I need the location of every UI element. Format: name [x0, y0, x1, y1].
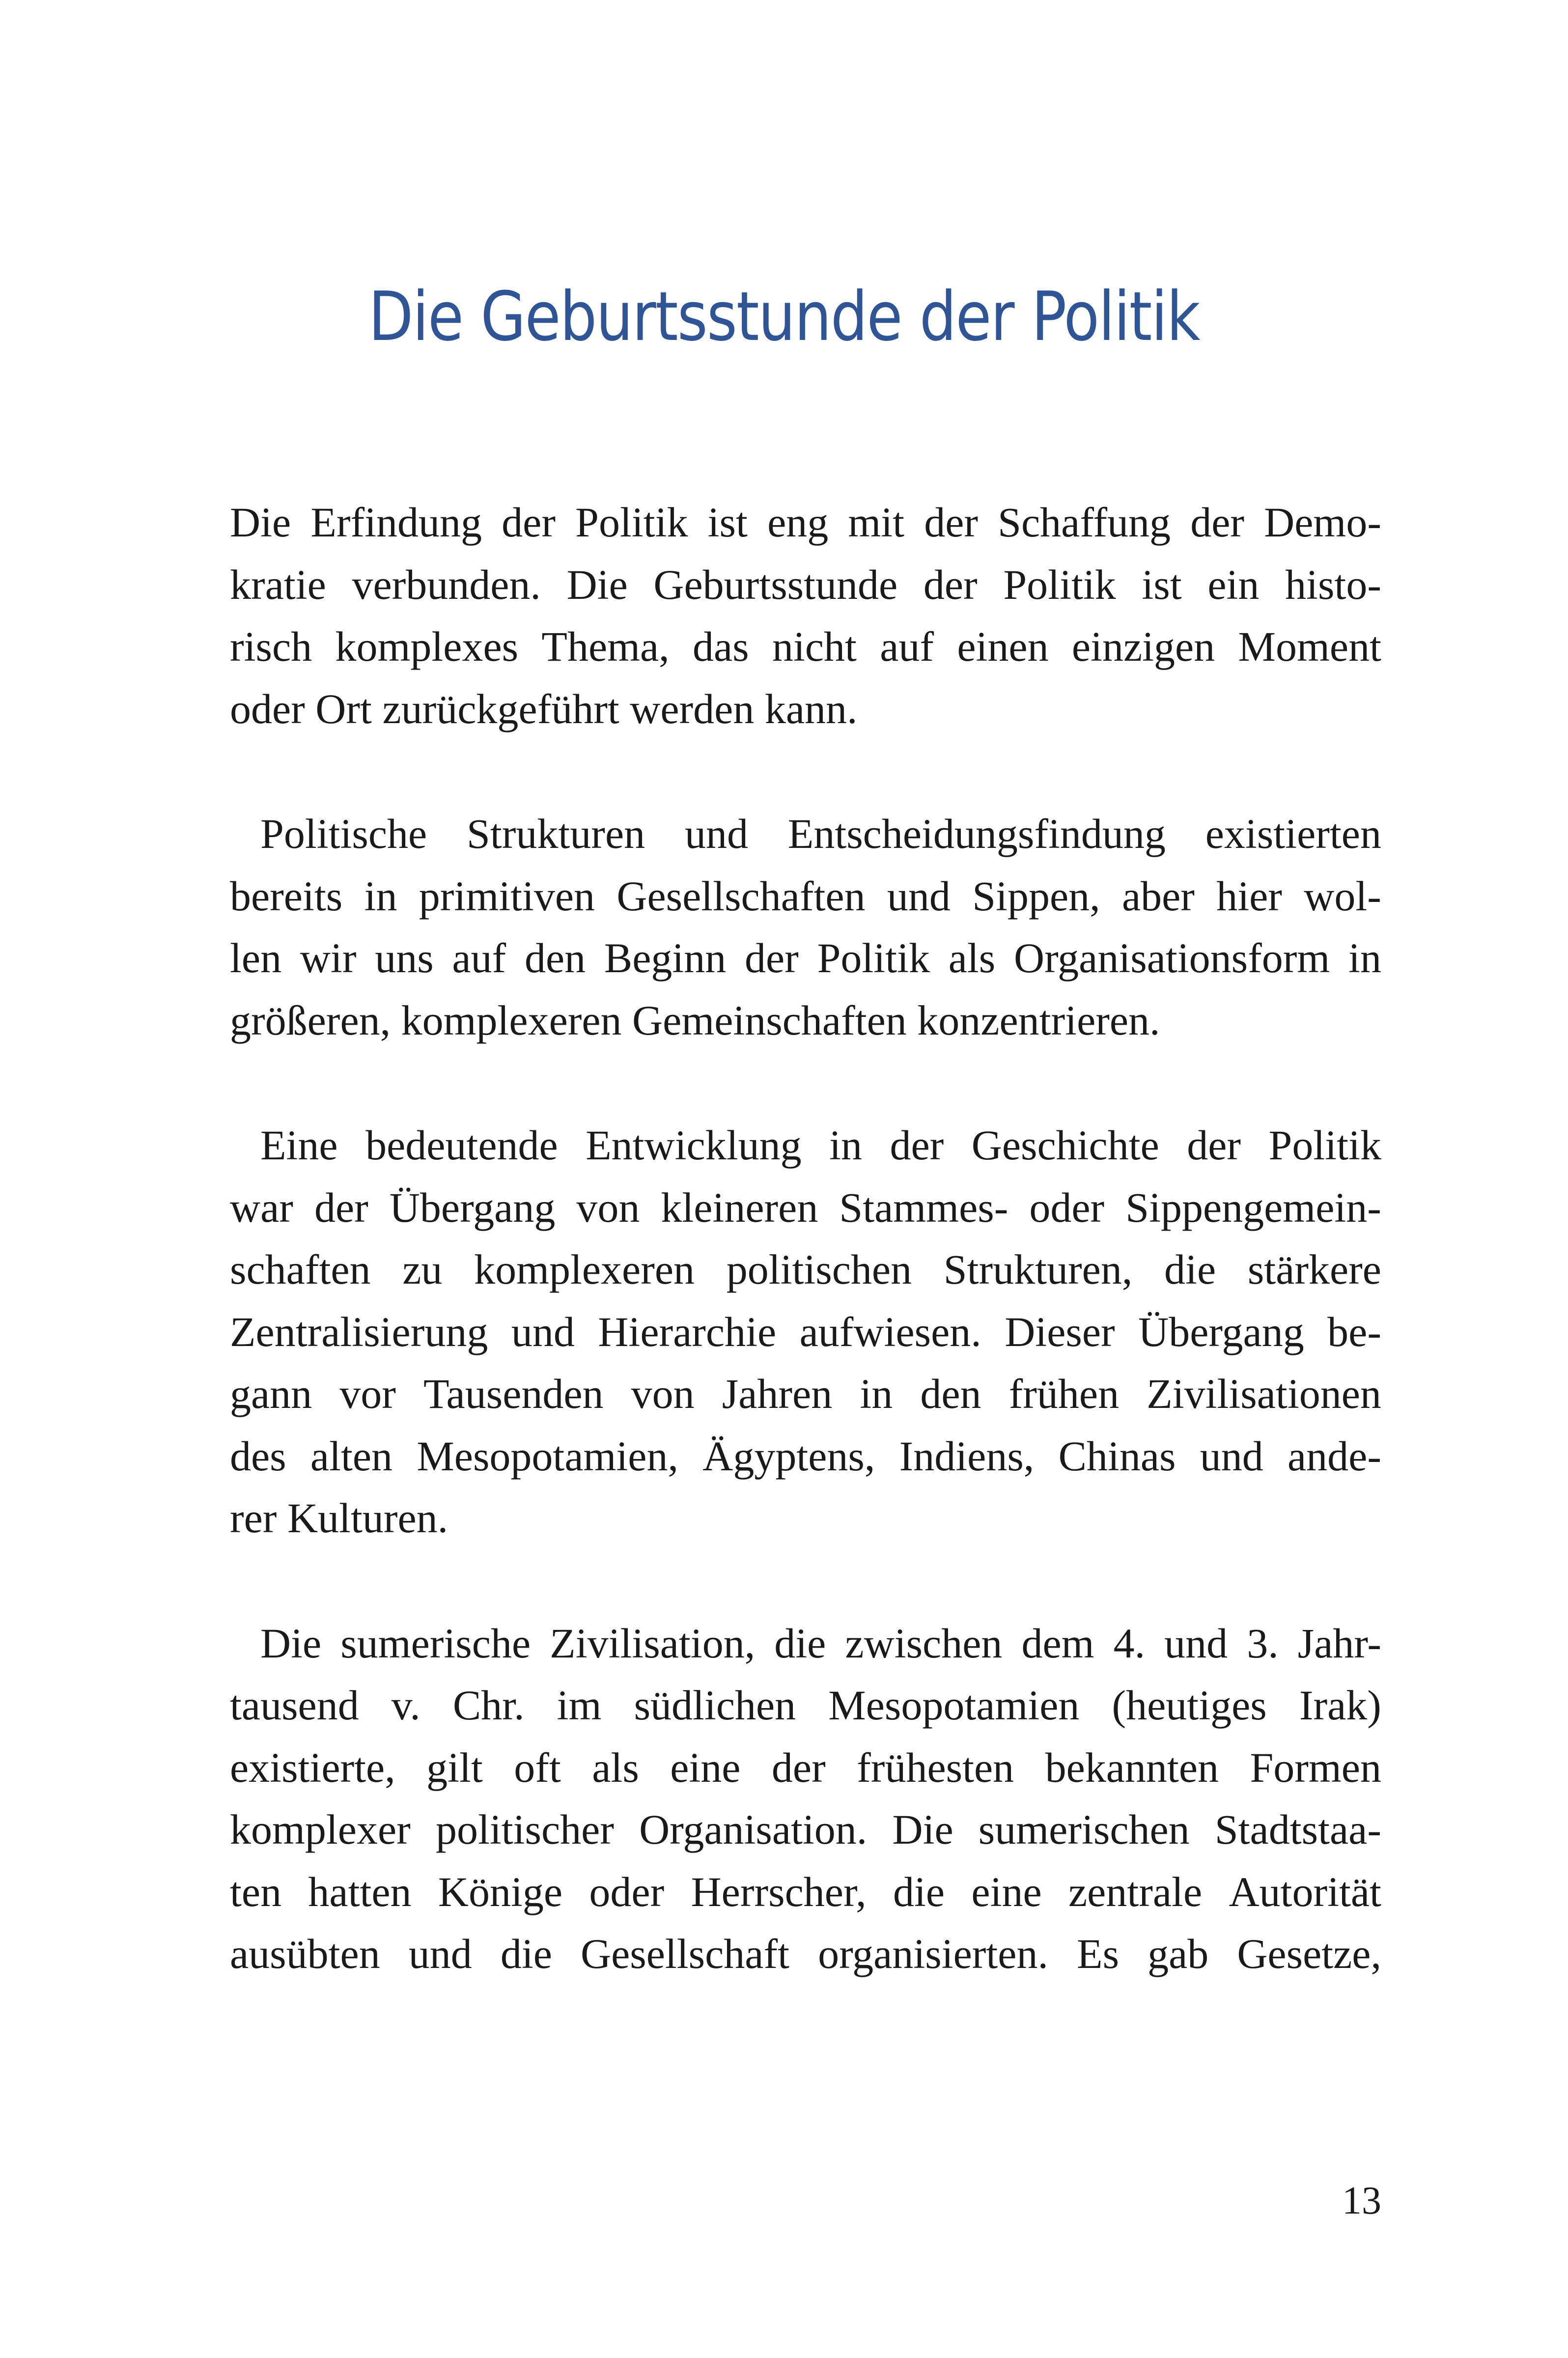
- text-line: tausend v. Chr. im südlichen Mesopotamien (heutiges Irak): [230, 1682, 1381, 1729]
- text-line: ten hatten Könige oder Herrscher, die eine zentrale Autorität: [230, 1868, 1381, 1915]
- text-line: schaften zu komplexeren politischen Strukturen, die stärkere: [230, 1246, 1381, 1293]
- text-line: ausübten und die Gesellschaft organisierten. Es gab Gesetze,: [230, 1930, 1381, 1977]
- chapter-title: Die Geburtsstunde der Politik: [368, 277, 1200, 356]
- body-text: [230, 491, 1381, 2048]
- text-line: risch komplexes Thema, das nicht auf einen einzigen Moment: [230, 623, 1381, 670]
- text-line: Zentralisierung und Hierarchie aufwiesen. Dieser Übergang be-: [230, 1308, 1381, 1355]
- text-line: größeren, komplexeren Gemeinschaften konzentrieren.: [230, 996, 1160, 1044]
- text-line: bereits in primitiven Gesellschaften und Sippen, aber hier wol-: [230, 872, 1381, 920]
- text-line: war der Übergang von kleineren Stammes- oder Sippengemein-: [230, 1183, 1381, 1231]
- paragraph-3: [230, 1114, 1381, 1549]
- text-line: len wir uns auf den Beginn der Politik als Organisationsform in: [230, 934, 1381, 982]
- text-line: Die sumerische Zivilisation, die zwischen dem 4. und 3. Jahr-: [260, 1619, 1381, 1667]
- paragraph-2: [230, 803, 1381, 1051]
- text-line: gann vor Tausenden von Jahren in den frühen Zivilisationen: [230, 1370, 1381, 1417]
- text-line: Politische Strukturen und Entscheidungsfindung existierten: [260, 810, 1381, 857]
- text-line: kratie verbunden. Die Geburtsstunde der Politik ist ein histo-: [230, 561, 1381, 608]
- page-number: 13: [1342, 2179, 1381, 2222]
- text-line: oder Ort zurückgeführt werden kann.: [230, 685, 858, 732]
- paragraph-1: [230, 491, 1381, 740]
- text-line: existierte, gilt oft als eine der frühesten bekannten Formen: [230, 1743, 1381, 1791]
- text-line: Die Erfindung der Politik ist eng mit der Schaffung der Demo-: [230, 499, 1381, 546]
- text-line: des alten Mesopotamien, Ägyptens, Indiens, Chinas und ande-: [230, 1432, 1381, 1480]
- text-line: Eine bedeutende Entwicklung in der Geschichte der Politik: [260, 1122, 1381, 1169]
- text-line: rer Kulturen.: [230, 1494, 448, 1542]
- text-line: komplexer politischer Organisation. Die sumerischen Stadtstaa-: [230, 1806, 1381, 1853]
- paragraph-4: [230, 1612, 1381, 1985]
